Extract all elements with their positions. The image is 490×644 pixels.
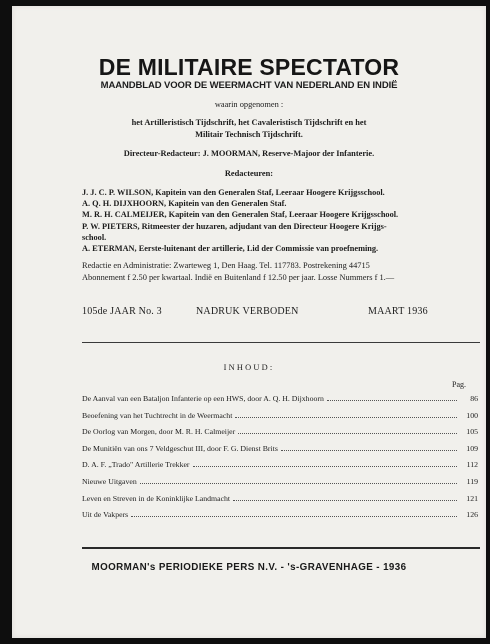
editors-heading: Redacteuren: [224, 169, 274, 178]
toc-entry-title: De Munitiën van ons 7 Veldgeschut III, door F. G. Dienst Brits [82, 443, 278, 453]
editor-entry: A. ETERMAN, Eerste-luitenant der artillerie, Lid der Commissie van proefneming. [82, 244, 379, 254]
administration-info [82, 260, 472, 283]
page-column-label: Pag. [452, 380, 466, 389]
table-of-contents [82, 394, 478, 527]
toc-entry [82, 460, 478, 477]
toc-entry-title: D. A. F. „Trado" Artillerie Trekker [82, 460, 190, 470]
incorporated-label: waarin opgenomen : [214, 100, 284, 109]
toc-leader-dots [235, 411, 457, 418]
publisher-footer: MOORMAN's PERIODIEKE PERS N.V. - 's-GRAVENHAGE - 1936 [91, 562, 407, 573]
divider-bottom [82, 547, 480, 549]
toc-entry [82, 427, 478, 444]
contents-heading: INHOUD: [223, 363, 275, 372]
subscription-prices: Abonnement f 2.50 per kwartaal. Indië en Buitenland f 12.50 per jaar. Losse Nummers f 1.— [82, 272, 395, 282]
toc-entry-page: 119 [466, 476, 478, 486]
toc-entry-title: De Aanval van een Bataljon Infanterie op een HWS, door A. Q. H. Dijxhoorn [82, 394, 324, 403]
toc-entry-page: 86 [470, 394, 478, 403]
incorporated-line-1: het Artilleristisch Tijdschrift, het Cavaleristisch Tijdschrift en het [131, 118, 367, 127]
issue-year-number: 105de JAAR No. 3 [82, 306, 162, 317]
reprint-notice: NADRUK VERBODEN [196, 306, 299, 317]
journal-cover-page [12, 6, 486, 638]
toc-leader-dots [140, 477, 457, 484]
toc-entry [82, 510, 478, 527]
editor-entry: M. R. H. CALMEIJER, Kapitein van den Generalen Staf, Leeraar Hoogere Krijgsschool. [82, 210, 399, 220]
toc-entry [82, 411, 478, 428]
editors-list [82, 187, 462, 254]
toc-entry [82, 477, 478, 494]
toc-leader-dots [281, 444, 457, 451]
issue-date: MAART 1936 [368, 306, 428, 317]
editor-entry: J. J. C. P. WILSON, Kapitein van den Generalen Staf, Leeraar Hoogere Krijgsschool. [82, 188, 385, 197]
divider-top [82, 342, 480, 343]
journal-title: DE MILITAIRE SPECTATOR [98, 54, 400, 80]
toc-entry [82, 444, 478, 461]
toc-entry-title: Uit de Vakpers [82, 510, 129, 520]
toc-entry [82, 394, 478, 411]
director-editor: Directeur-Redacteur: J. MOORMAN, Reserve-Majoor der Infanterie. [123, 149, 375, 158]
toc-entry-title: Beoefening van het Tuchtrecht in de Weermacht [82, 410, 233, 420]
toc-entry [82, 494, 478, 511]
toc-leader-dots [131, 510, 457, 517]
toc-leader-dots [327, 394, 457, 401]
toc-entry-title: De Oorlog van Morgen, door M. R. H. Calmeijer [82, 427, 236, 437]
toc-entry-page: 105 [466, 427, 478, 437]
incorporated-line-2: Militair Technisch Tijdschrift. [195, 130, 303, 139]
toc-entry-page: 121 [466, 493, 478, 503]
toc-leader-dots [233, 494, 457, 501]
editor-entry: P. W. PIETERS, Ritmeester der huzaren, adjudant van den Directeur Hoogere Krijgs- [82, 221, 387, 231]
toc-entry-title: Leven en Streven in de Koninklijke Landmacht [82, 493, 231, 503]
editor-entry: school. [82, 232, 107, 242]
administration-address: Redactie en Administratie: Zwarteweg 1, Den Haag. Tel. 117783. Postrekening 44715 [82, 261, 370, 270]
toc-entry-page: 112 [466, 460, 478, 470]
toc-entry-title: Nieuwe Uitgaven [82, 476, 137, 486]
toc-leader-dots [238, 427, 457, 434]
toc-entry-page: 126 [466, 510, 478, 520]
editor-entry: A. Q. H. DIJXHOORN, Kapitein van den Generalen Staf. [82, 199, 287, 209]
toc-leader-dots [193, 460, 457, 467]
toc-entry-page: 100 [466, 410, 478, 420]
toc-entry-page: 109 [466, 443, 478, 453]
journal-subtitle: MAANDBLAD VOOR DE WEERMACHT VAN NEDERLAND EN INDIË [100, 80, 398, 91]
